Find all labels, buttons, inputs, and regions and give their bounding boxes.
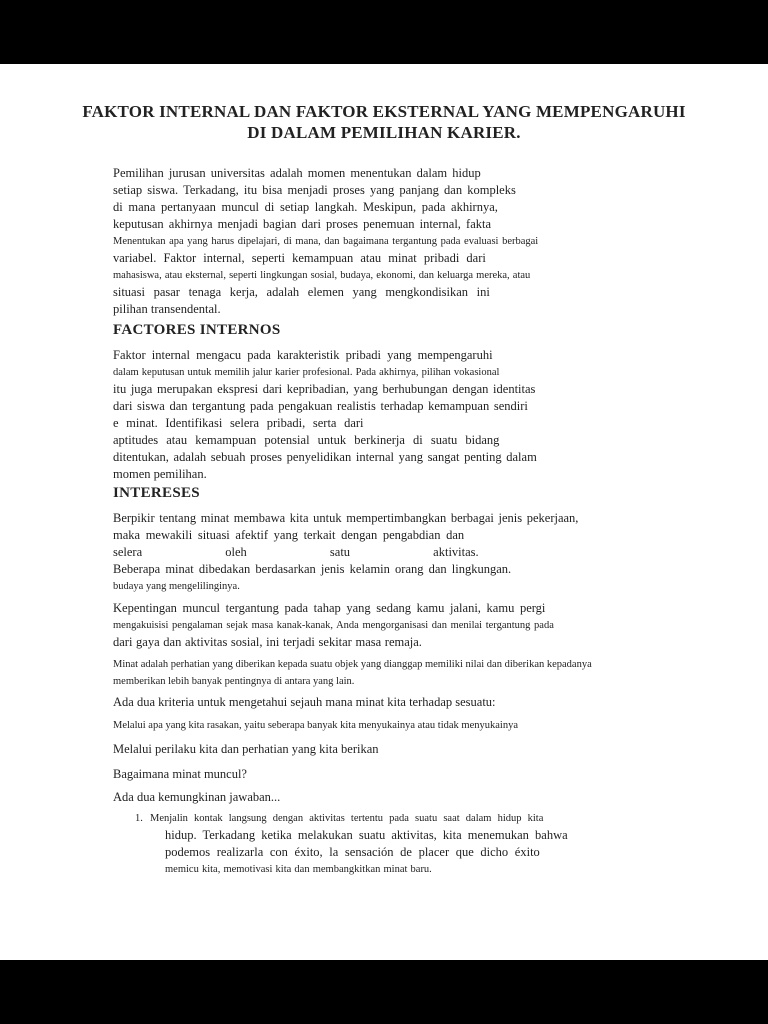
text-line: ditentukan, adalah sebuah proses penyelidikan internal yang sangat penting dalam — [113, 450, 537, 464]
text-line: memberikan lebih banyak pentingnya di antara yang lain. — [113, 676, 355, 687]
section-heading: FACTORES INTERNOS — [113, 322, 281, 338]
text-line: keputusan akhirnya menjadi bagian dari proses penemuan internal, fakta — [113, 217, 492, 231]
paragraph — [113, 600, 708, 651]
text-line: variabel. Faktor internal, seperti kemampuan atau minat pribadi dari — [113, 251, 486, 265]
text-line: Faktor internal mengacu pada karakteristik pribadi yang mempengaruhi — [113, 348, 493, 362]
text-line: Minat adalah perhatian yang diberikan kepada suatu objek yang dianggap memiliki nilai dan diberikan kepadanya — [113, 659, 592, 670]
text-line: di mana pertanyaan muncul di setiap langkah. Meskipun, pada akhirnya, — [113, 200, 498, 214]
section-heading: INTERESES — [113, 485, 200, 501]
paragraph — [113, 717, 708, 734]
text-line: Melalui apa yang kita rasakan, yaitu seberapa banyak kita menyukainya atau tidak menyukainya — [113, 720, 518, 731]
text-line: dalam keputusan untuk memilih jalur karier profesional. Pada akhirnya, pilihan vokasional — [113, 367, 500, 378]
text-line: dari siswa dan tergantung pada pengakuan realistis terhadap kemampuan sendiri — [113, 399, 528, 413]
text-line: itu juga merupakan ekspresi dari kepribadian, yang berhubungan dengan identitas — [113, 382, 536, 396]
list-item — [113, 810, 708, 878]
text-line: Pemilihan jurusan universitas adalah momen menentukan dalam hidup — [113, 166, 481, 180]
text-line: aptitudes atau kemampuan potensial untuk berkinerja di suatu bidang — [113, 433, 500, 447]
paragraph — [113, 741, 708, 758]
letterbox-bar-top — [0, 0, 768, 64]
text-line: Ada dua kemungkinan jawaban... — [113, 790, 281, 804]
text-line: Melalui perilaku kita dan perhatian yang kita berikan — [113, 742, 379, 756]
document-body — [113, 165, 708, 878]
text-line: Berpikir tentang minat membawa kita untuk mempertimbangkan berbagai jenis pekerjaan, — [113, 511, 579, 525]
text-line: Bagaimana minat muncul? — [113, 767, 247, 781]
text-line: Beberapa minat dibedakan berdasarkan jenis kelamin orang dan lingkungan. — [113, 562, 512, 576]
paragraph — [113, 165, 708, 318]
paragraph — [113, 766, 708, 783]
text-line: situasi pasar tenaga kerja, adalah elemen yang mengkondisikan ini — [113, 285, 490, 299]
text-line: 1. Menjalin kontak langsung dengan aktivitas tertentu pada suatu saat dalam hidup kita — [113, 810, 708, 827]
text-line: Kepentingan muncul tergantung pada tahap yang sedang kamu jalani, kamu pergi — [113, 601, 546, 615]
paragraph — [113, 656, 708, 690]
text-line: maka mewakili situasi afektif yang terkait dengan pengabdian dan — [113, 528, 465, 542]
list-number: 1. — [135, 813, 143, 824]
document-title — [0, 101, 768, 143]
paragraph — [113, 694, 708, 711]
text-line: dari gaya dan aktivitas sosial, ini terjadi sekitar masa remaja. — [113, 635, 422, 649]
paragraph — [113, 789, 708, 806]
text-line: mahasiswa, atau eksternal, seperti lingkungan sosial, budaya, ekonomi, dan keluarga mereka, atau — [113, 270, 531, 281]
text-line: selera oleh satu aktivitas. — [113, 545, 479, 559]
text-line: hidup. Terkadang ketika melakukan suatu aktivitas, kita menemukan bahwa — [165, 828, 568, 842]
paragraph — [113, 510, 708, 595]
document-page — [0, 64, 768, 960]
text-line: memicu kita, memotivasi kita dan membangkitkan minat baru. — [165, 864, 432, 875]
text-line: momen pemilihan. — [113, 467, 207, 481]
title-line: DI DALAM PEMILIHAN KARIER. — [247, 123, 521, 142]
text-line: podemos realizarla con éxito, la sensación de placer que dicho éxito — [165, 845, 540, 859]
text-line: mengakuisisi pengalaman sejak masa kanak-kanak, Anda mengorganisasi dan menilai tergantung pada — [113, 620, 554, 631]
text-line: pilihan transendental. — [113, 302, 221, 316]
text-line: Menentukan apa yang harus dipelajari, di mana, dan bagaimana tergantung pada evaluasi berbagai — [113, 236, 539, 247]
title-line: FAKTOR INTERNAL DAN FAKTOR EKSTERNAL YANG MEMPENGARUHI — [82, 102, 686, 121]
text-line: budaya yang mengelilinginya. — [113, 581, 240, 592]
paragraph — [113, 347, 708, 483]
text-line: setiap siswa. Terkadang, itu bisa menjadi proses yang panjang dan kompleks — [113, 183, 516, 197]
text-line: Ada dua kriteria untuk mengetahui sejauh mana minat kita terhadap sesuatu: — [113, 695, 496, 709]
text-line: e minat. Identifikasi selera pribadi, serta dari — [113, 416, 364, 430]
letterbox-bar-bottom — [0, 960, 768, 1024]
